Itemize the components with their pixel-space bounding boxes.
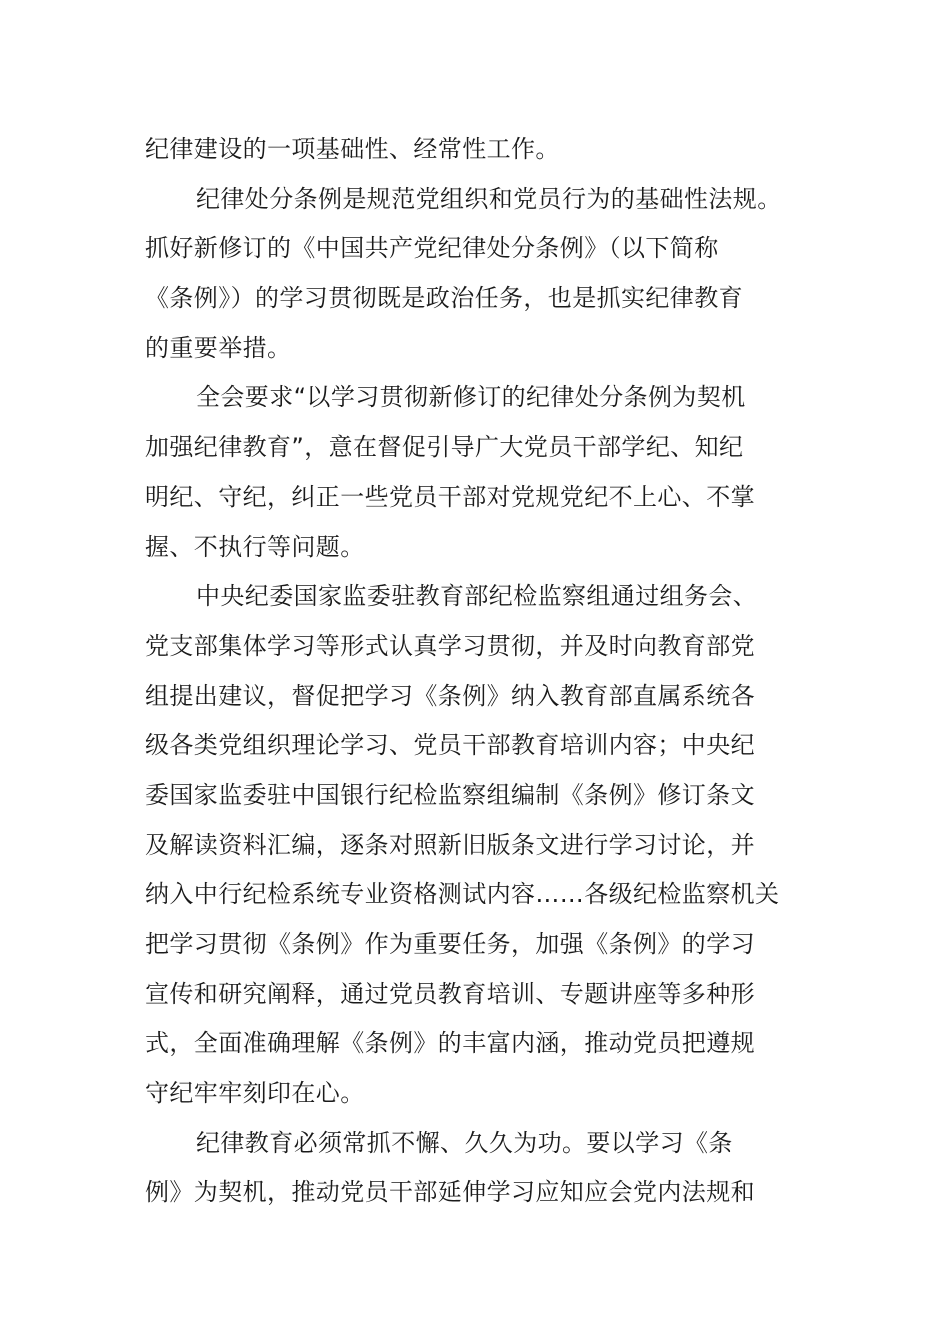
text-line: 守纪牢牢刻印在心。 [145, 1079, 365, 1108]
text-line: 加强纪律教育”，意在督促引导广大党员干部学纪、知纪 [145, 433, 744, 462]
text-line: 的重要举措。 [145, 333, 292, 362]
text-line: 全会要求“以学习贯彻新修订的纪律处分条例为契机 [196, 383, 746, 412]
text-line: 纪律建设的一项基础性、经常性工作。 [145, 135, 560, 163]
paragraph-1 [145, 125, 810, 175]
text-line: 把学习贯彻《条例》作为重要任务，加强《条例》的学习 [145, 930, 755, 958]
text-line: 宣传和研究阐释，通过党员教育培训、专题讲座等多种形 [145, 979, 755, 1008]
text-line: 抓好新修订的《中国共产党纪律处分条例》（以下简称 [145, 234, 719, 263]
text-line: 委国家监委驻中国银行纪检监察组编制《条例》修订条文 [145, 780, 755, 809]
text-line: 党支部集体学习等形式认真学习贯彻，并及时向教育部党 [145, 631, 755, 660]
text-line: 例》为契机，推动党员干部延伸学习应知应会党内法规和 [145, 1178, 755, 1207]
paragraph-2 [145, 175, 810, 374]
text-line: 纪律教育必须常抓不懈、久久为功。要以学习《条 [196, 1128, 733, 1157]
text-line: 纪律处分条例是规范党组织和党员行为的基础性法规。 [196, 184, 782, 213]
text-line: 及解读资料汇编，逐条对照新旧版条文进行学习讨论，并 [145, 830, 755, 859]
text-line: 式，全面准确理解《条例》的丰富内涵，推动党员把遵规 [145, 1029, 755, 1058]
text-line: 级各类党组织理论学习、党员干部教育培训内容；中央纪 [145, 731, 755, 760]
paragraph-4 [145, 572, 810, 1119]
text-line: 中央纪委国家监委驻教育部纪检监察组通过组务会、 [196, 582, 758, 611]
text-line: 纳入中行纪检系统专业资格测试内容……各级纪检监察机关 [145, 880, 780, 909]
text-line: 组提出建议，督促把学习《条例》纳入教育部直属系统各 [145, 681, 755, 710]
paragraph-5 [145, 1119, 810, 1218]
text-line: 明纪、守纪，纠正一些党员干部对党规党纪不上心、不掌 [145, 482, 755, 511]
paragraph-3 [145, 373, 810, 572]
document-body [145, 125, 810, 1218]
text-line: 《条例》）的学习贯彻既是政治任务，也是抓实纪律教育 [145, 284, 743, 313]
text-line: 握、不执行等问题。 [145, 532, 365, 561]
